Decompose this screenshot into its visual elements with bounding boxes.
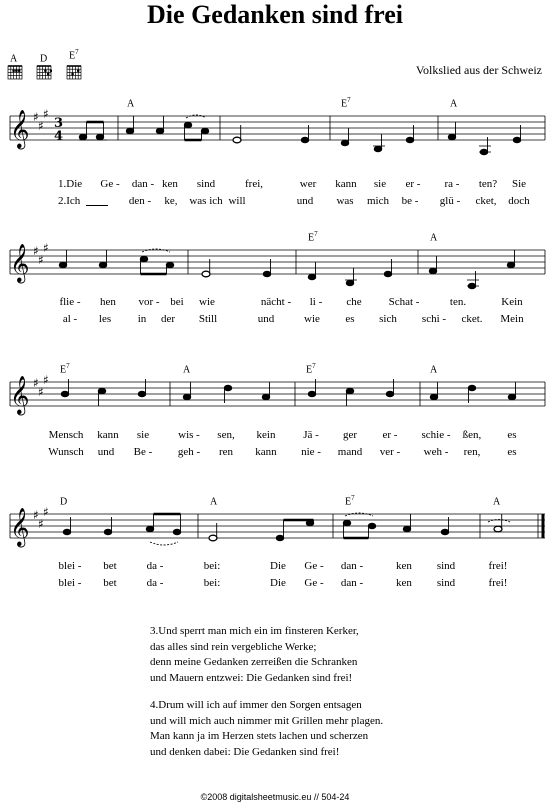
music-staff bbox=[0, 234, 550, 304]
key-signature bbox=[33, 241, 49, 267]
notes bbox=[61, 379, 516, 406]
chord-symbol: A bbox=[430, 364, 438, 376]
chord-symbol: A bbox=[210, 496, 218, 508]
svg-text:♯: ♯ bbox=[43, 373, 49, 387]
treble-clef-icon: 𝄞 bbox=[10, 375, 30, 414]
lyrics-verse-2: 2.Ich den - ke, was ich will und was mich be - glü - cket, doch bbox=[58, 195, 530, 207]
music-staff bbox=[0, 100, 550, 170]
additional-verses bbox=[150, 624, 383, 760]
song-origin: Volkslied aus der Schweiz bbox=[415, 63, 542, 77]
svg-text:♯: ♯ bbox=[43, 505, 49, 519]
copyright-footer: ©2008 digitalsheetmusic.eu // 504-24 bbox=[200, 792, 350, 802]
lyrics-verse-1: flie - hen vor - bei wie nächt - li - che Schat - ten. Kein bbox=[59, 296, 523, 308]
verse-line: das alles sind rein vergebliche Werke; bbox=[150, 640, 317, 653]
chord-symbol: A bbox=[430, 232, 438, 244]
svg-text:♯: ♯ bbox=[38, 517, 44, 531]
key-signature bbox=[33, 505, 49, 531]
chord-symbol: $E^7$ bbox=[60, 362, 70, 376]
chord-symbol: A bbox=[493, 496, 501, 508]
lyrics-verse-2: al - les in der Still und wie es sich schi - cket. Mein bbox=[62, 313, 524, 325]
svg-text:♯: ♯ bbox=[38, 119, 44, 133]
svg-text:♯: ♯ bbox=[33, 244, 39, 258]
legend-chord-a: A bbox=[10, 53, 18, 65]
svg-text:3: 3 bbox=[54, 116, 64, 131]
notes bbox=[59, 249, 515, 289]
lyrics-verse-1: Mensch kann sie wis - sen, kein Jä - ger er - schie - ßen, es bbox=[48, 429, 517, 441]
svg-text:4: 4 bbox=[54, 129, 64, 144]
treble-clef-icon: 𝄞 bbox=[10, 507, 30, 546]
svg-text:♯: ♯ bbox=[38, 253, 44, 267]
verse-line: und Mauern entzwei: Die Gedanken sind frei! bbox=[150, 671, 353, 684]
verse-line: und will mich auch nimmer mit Grillen mehr plagen. bbox=[150, 714, 384, 727]
chord-symbol: A bbox=[450, 98, 458, 110]
music-staff bbox=[0, 498, 550, 568]
chord-symbol: $E^7$ bbox=[341, 96, 351, 110]
lyrics-verse-2: Wunsch und Be - geh - ren kann nie - mand ver - weh - ren, es bbox=[48, 446, 517, 458]
chord-symbol: $E^7$ bbox=[345, 494, 355, 508]
treble-clef-icon: 𝄞 bbox=[10, 243, 30, 282]
verse-line: Man kann ja im Herzen stets lachen und scherzen bbox=[150, 730, 369, 742]
music-staff bbox=[0, 366, 550, 436]
guitar-chord-diagram-icon bbox=[36, 64, 52, 80]
lyrics-verse-1: 1.Die Ge - dan - ken sind frei, wer kann sie er - ra - ten? Sie bbox=[58, 178, 527, 190]
song-title: Die Gedanken sind frei bbox=[147, 0, 403, 29]
lyrics-verse-1: blei - bet da - bei: Die Ge - dan - ken sind frei! bbox=[58, 560, 508, 572]
legend-chord-d: D bbox=[40, 53, 48, 65]
svg-text:♯: ♯ bbox=[43, 241, 49, 255]
legend-chord-e7: $E^7$ bbox=[69, 48, 79, 62]
notes bbox=[63, 513, 510, 545]
notes bbox=[79, 115, 521, 155]
key-signature bbox=[33, 373, 49, 399]
verse-line: 3.Und sperrt man mich ein im finsteren Kerker, bbox=[150, 625, 359, 637]
chord-symbol: $E^7$ bbox=[308, 230, 318, 244]
chord-symbol: A bbox=[127, 98, 135, 110]
guitar-chord-diagram-icon bbox=[7, 64, 23, 80]
svg-text:♯: ♯ bbox=[33, 376, 39, 390]
chord-symbol: A bbox=[183, 364, 191, 376]
svg-text:♯: ♯ bbox=[43, 107, 49, 121]
verse-line: denn meine Gedanken zerreißen die Schranken bbox=[150, 656, 358, 668]
time-signature bbox=[54, 116, 63, 144]
svg-text:♯: ♯ bbox=[38, 385, 44, 399]
svg-text:♯: ♯ bbox=[33, 110, 39, 124]
svg-text:♯: ♯ bbox=[33, 508, 39, 522]
guitar-chord-diagram-icon bbox=[66, 64, 82, 80]
chord-symbol: $E^7$ bbox=[306, 362, 316, 376]
chord-symbol: D bbox=[60, 496, 68, 508]
verse-line: 4.Drum will ich auf immer den Sorgen entsagen bbox=[150, 699, 362, 711]
verse-line: und denken dabei: Die Gedanken sind frei! bbox=[150, 745, 340, 758]
lyrics-verse-2: blei - bet da - bei: Die Ge - dan - ken sind frei! bbox=[58, 577, 508, 589]
key-signature bbox=[33, 107, 49, 133]
treble-clef-icon: 𝄞 bbox=[10, 109, 30, 148]
